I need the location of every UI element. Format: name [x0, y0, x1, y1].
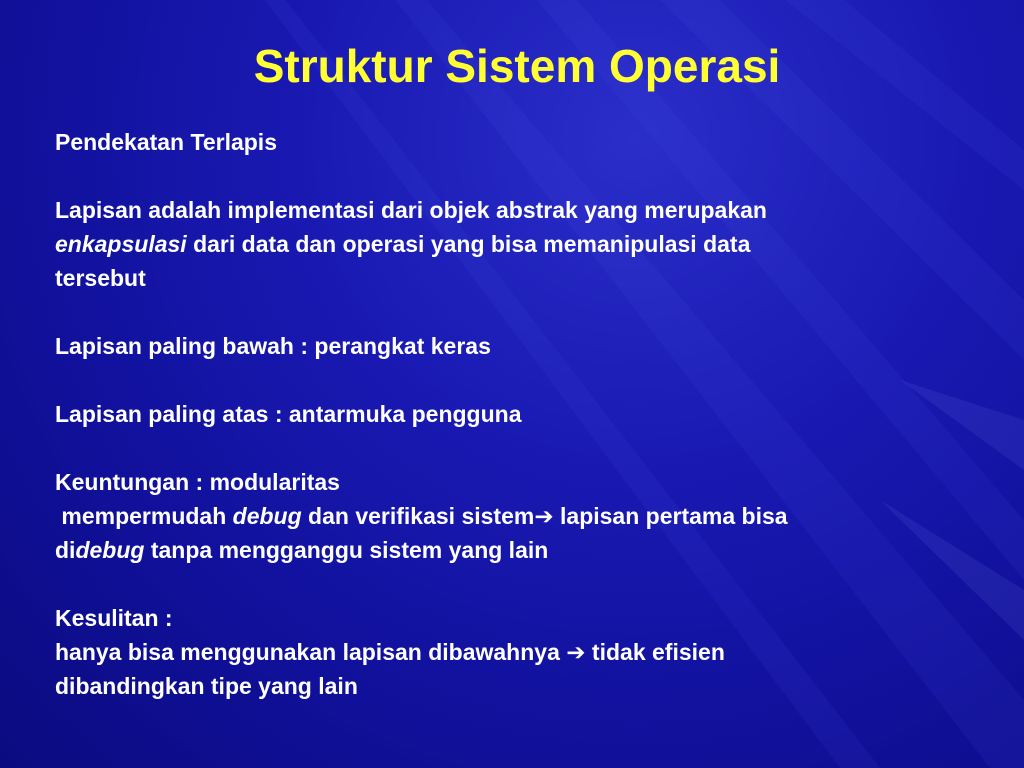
advantage-label: Keuntungan : modularitas: [55, 469, 340, 495]
top-layer-text: Lapisan paling atas : antarmuka pengguna: [55, 401, 522, 427]
difficulty-line-2: dibandingkan tipe yang lain: [55, 673, 358, 699]
emphasis-debug-2: debug: [75, 537, 145, 563]
difficulty-line-1: hanya bisa menggunakan lapisan dibawahnya ➔ tidak efisien: [55, 639, 725, 665]
section-heading: Pendekatan Terlapis: [55, 129, 277, 155]
layer-definition-line-1: Lapisan adalah implementasi dari objek abstrak yang merupakan: [55, 197, 767, 223]
slide-title: Struktur Sistem Operasi: [253, 40, 781, 92]
bottom-layer-text: Lapisan paling bawah : perangkat keras: [55, 333, 491, 359]
layer-definition-line-3: tersebut: [55, 265, 146, 291]
arrow-right-icon: ➔: [534, 503, 554, 529]
emphasis-enkapsulasi: enkapsulasi: [55, 231, 187, 257]
emphasis-debug: debug: [232, 503, 302, 529]
advantage-line-2: didebug tanpa mengganggu sistem yang lain: [55, 537, 549, 563]
slide-body: [55, 125, 1005, 703]
arrow-right-icon: ➔: [566, 639, 586, 665]
difficulty-label: Kesulitan :: [55, 605, 173, 631]
layer-definition-line-2: enkapsulasi dari data dan operasi yang bisa memanipulasi data: [55, 231, 751, 257]
advantage-line-1: mempermudah debug dan verifikasi sistem➔ lapisan pertama bisa: [55, 503, 788, 529]
